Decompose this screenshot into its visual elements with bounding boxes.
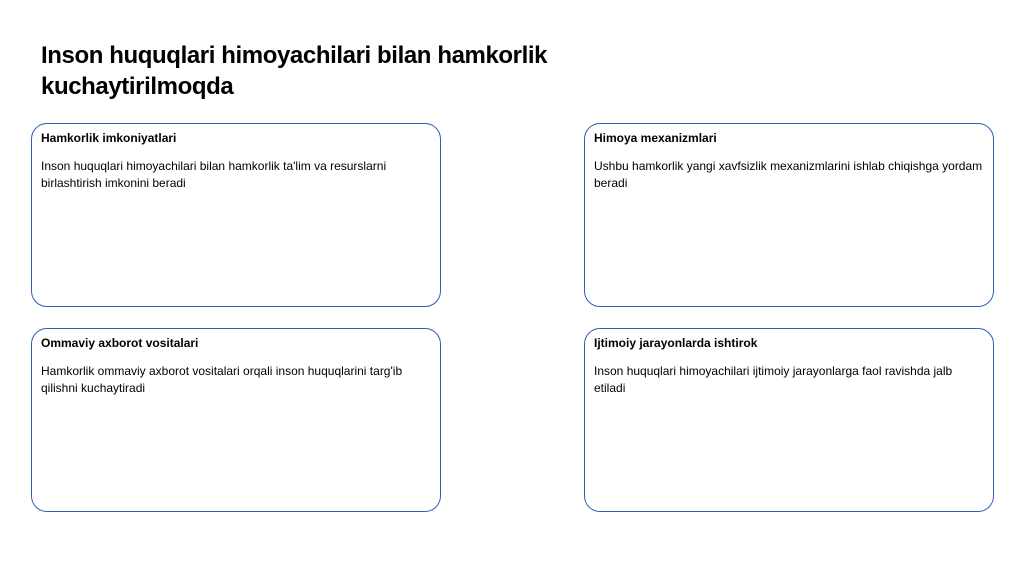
card-text: Hamkorlik ommaviy axborot vositalari orqali inson huquqlarini targ'ib qilishni kuchaytiradi (41, 364, 403, 395)
card-heading: Ommaviy axborot vositalari (41, 336, 199, 350)
page-title: Inson huquqlari himoyachilari bilan hamkorlik kuchaytirilmoqda (41, 42, 548, 100)
card-text: Inson huquqlari himoyachilari bilan hamkorlik ta'lim va resurslarni birlashtirish imkonini beradi (41, 159, 387, 190)
card-text: Ushbu hamkorlik yangi xavfsizlik mexanizmlarini ishlab chiqishga yordam beradi (594, 159, 983, 190)
card-text: Inson huquqlari himoyachilari ijtimoiy jarayonlarga faol ravishda jalb etiladi (594, 364, 953, 395)
card-himoya-mexanizmlari (584, 123, 994, 307)
card-ijtimoiy-jarayonlarda-ishtirok (584, 328, 994, 512)
card-heading: Hamkorlik imkoniyatlari (41, 131, 177, 145)
card-ommaviy-axborot-vositalari (31, 328, 441, 512)
card-heading: Himoya mexanizmlari (594, 131, 717, 145)
card-heading: Ijtimoiy jarayonlarda ishtirok (594, 336, 758, 350)
card-hamkorlik-imkoniyatlari (31, 123, 441, 307)
